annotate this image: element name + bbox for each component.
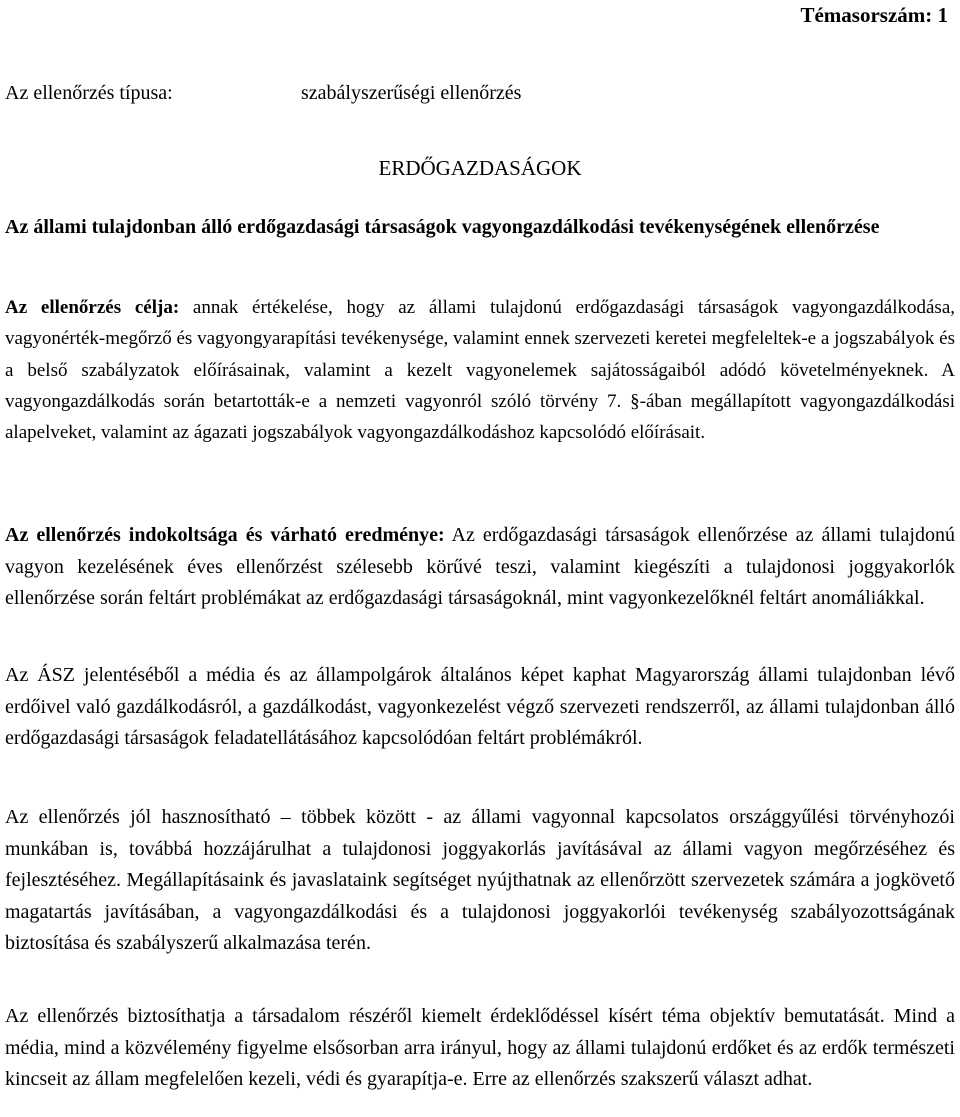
goal-paragraph: [5, 292, 955, 448]
goal-label: Az ellenőrzés célja:: [5, 297, 180, 318]
goal-text: annak értékelése, hogy az állami tulajdonú erdőgazdasági társaságok vagyongazdálkodása, vagyonérték-megőrző és vagyongyarapítási tevékenysége, valamint ennek szervezeti keretei megfeleltek-e a jogszabályok és a belső szabályzatok előírásainak, valamint a kezelt vagyonelemek sajátosságaiból adódó követelményeknek. A vagyongazdálkodás során betartották-e a nemzeti vagyonról szóló törvény 7. §-ában megállapított vagyongazdálkodási alapelveket, valamint az ágazati jogszabályok vagyongazdálkodáshoz kapcsolódó előírásait.: [5, 297, 956, 444]
audit-type-value: szabályszerűségi ellenőrzés: [301, 82, 522, 104]
justification-paragraph: [5, 520, 955, 615]
public-interest-paragraph: Az ellenőrzés biztosíthatja a társadalom részéről kiemelt érdeklődéssel kísért téma objektív bemutatását. Mind a média, mind a közvélemény figyelme elsősorban arra irányul, hogy az állami tulajdonú erdőket és az erdők természeti kincseit az állam megfelelően kezeli, védi és gyarapítja-e. Erre az ellenőrzés szakszerű választ adhat.: [5, 1005, 955, 1090]
audit-type-row: [5, 80, 521, 106]
topic-number: Témasorszám: 1: [800, 3, 948, 27]
usefulness-paragraph: Az ellenőrzés jól hasznosítható – többek között - az állami vagyonnal kapcsolatos országgyűlési törvényhozói munkában is, továbbá hozzájárulhat a tulajdonosi joggyakorlás javításával az állami vagyon megőrzéséhez és fejlesztéséhez. Megállapításaink és javaslataink segítséget nyújthatnak az ellenőrzött szervezetek számára a jogkövető magatartás javításában, a vagyongazdálkodási és a tulajdonosi joggyakorlói tevékenység szabályozottságának biztosítása és szabályszerű alkalmazása terén.: [5, 806, 955, 954]
justification-text: Az erdőgazdasági társaságok ellenőrzése az állami tulajdonú vagyon kezelésének éves ellenőrzést szélesebb körűvé teszi, valamint kiegészíti a tulajdonosi joggyakorlók ellenőrzése során feltárt problémákat az erdőgazdasági társaságoknál, mint vagyonkezelőknél feltárt anomáliákkal.: [5, 524, 955, 609]
audit-title: Az állami tulajdonban álló erdőgazdasági társaságok vagyongazdálkodási tevékenységének ellenőrzése: [5, 216, 880, 238]
section-heading: ERDŐGAZDASÁGOK: [378, 156, 582, 180]
media-paragraph: Az ÁSZ jelentéséből a média és az állampolgárok általános képet kaphat Magyarország állami tulajdonban lévő erdőivel való gazdálkodásról, a gazdálkodást, vagyonkezelést végző szervezeti rendszerről, az állami tulajdonban álló erdőgazdasági társaságok feladatellátásához kapcsolódóan feltárt problémákról.: [5, 664, 955, 749]
justification-label: Az ellenőrzés indokoltsága és várható eredménye:: [5, 524, 445, 546]
audit-type-label: Az ellenőrzés típusa:: [5, 82, 173, 104]
